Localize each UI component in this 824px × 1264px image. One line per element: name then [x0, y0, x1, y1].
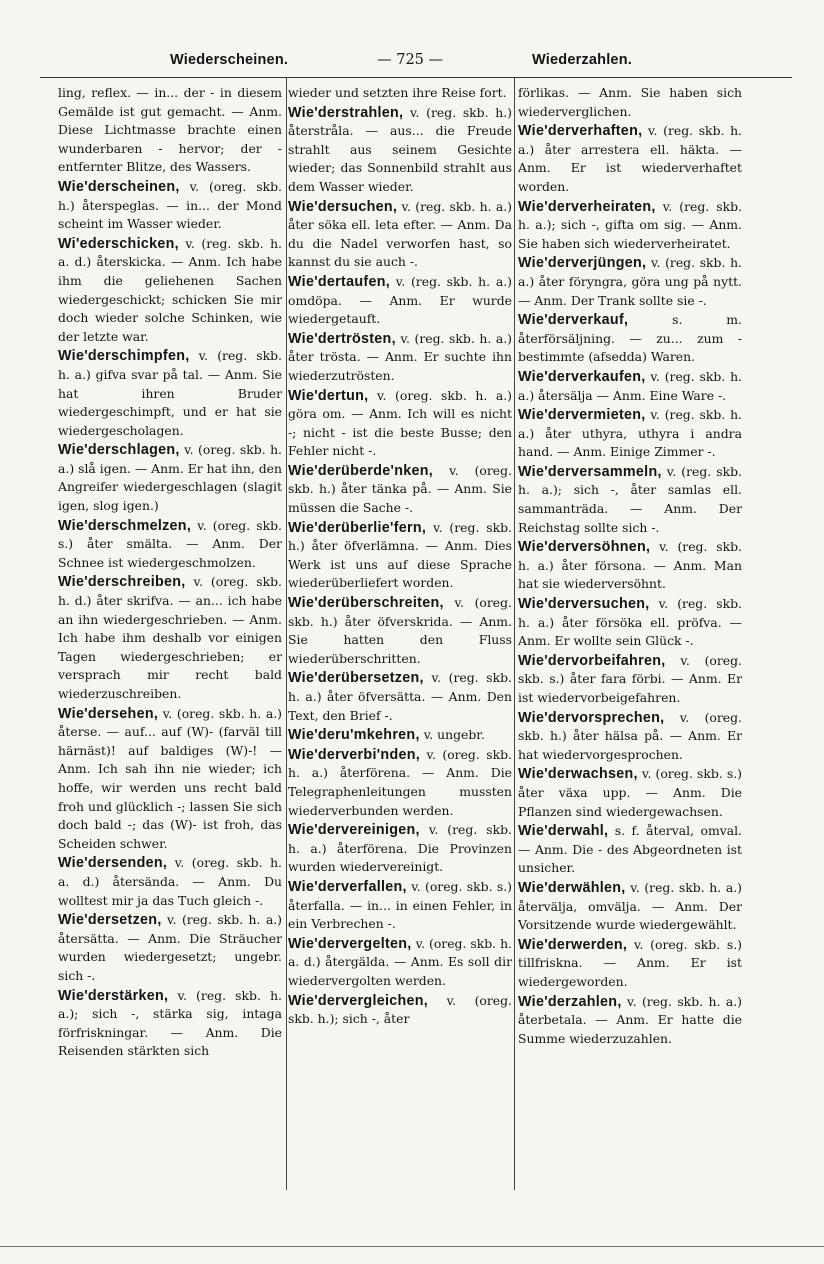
- dictionary-entry: [518, 368, 742, 405]
- headword: Wie'dervorbeifahren,: [518, 652, 666, 669]
- headword: Wie'derüberlie'fern,: [288, 519, 427, 536]
- definition-text: ling, reflex. — in... der - in diesem Gemälde ist gut gemacht. — Anm. Diese Lichtmasse brachte einen wunderbaren - hervor; der - entfernter Blitze, des Wassers.: [58, 85, 282, 175]
- definition-text: v. (oreg. skb. s.) åter fara förbi. — Anm. Er ist wiedervorbeigefahren.: [518, 652, 742, 705]
- definition-text: v. (oreg. skb. h.) återspeglas. — in... der Mond scheint im Wasser wieder.: [58, 178, 282, 232]
- left-guide-word: Wiederscheinen.: [170, 52, 289, 68]
- dictionary-entry: [518, 595, 742, 651]
- page-edge-rule: [0, 1246, 824, 1247]
- column-divider-1: [286, 78, 287, 1190]
- headword: Wie'derübersetzen,: [288, 670, 424, 687]
- definition-text: v. (reg. skb. h. a.) omdöpa. — Anm. Er wurde wiedergetauft.: [288, 273, 512, 327]
- definition-text: v. (reg. skb. h. a.) åter försona. — Anm. Man hat sie wiederversöhnt.: [518, 539, 742, 592]
- headword: Wi'ederschicken,: [58, 235, 179, 252]
- dictionary-entry: [518, 538, 742, 594]
- dictionary-entry: [288, 878, 512, 934]
- dictionary-entry: [288, 594, 512, 668]
- headword: Wie'derverfallen,: [288, 878, 407, 895]
- dictionary-entry: [518, 993, 742, 1049]
- dictionary-entry: [518, 122, 742, 196]
- dictionary-entry: [518, 406, 742, 462]
- headword: Wie'derschmelzen,: [58, 517, 192, 534]
- definition-text: v. (oreg. skb. h. a.) slå igen. — Anm. Er hat ihn, den Angreifer wiedergeschlagen (slagit igen, slog igen.): [58, 442, 282, 514]
- definition-text: v. (oreg. skb. h. a.) återse. — auf... auf (W)- (farväl till härnäst)! auf baldiges (W)-! — Anm. Ich sah ihn nie wieder; ich hoffe, wir werden uns recht bald froh und glücklich -; lassen Sie sich doch bald -; das (W)- ist froh, das Scheiden schwer.: [58, 705, 282, 851]
- definition-text: v. (reg. skb. h. a.) åter arrestera ell. häkta. — Anm. Er ist wiederverhaftet worden.: [518, 123, 742, 194]
- definition-text: v. (reg. skb. h. a.) åter öfversätta. — Anm. Den Text, den Brief -.: [288, 670, 512, 723]
- dictionary-entry: [518, 936, 742, 992]
- headword: Wie'derversammeln,: [518, 463, 662, 480]
- headword: Wie'derzahlen,: [518, 993, 622, 1010]
- dictionary-entry: [58, 347, 282, 440]
- headword: Wie'dervermieten,: [518, 407, 646, 424]
- dictionary-entry: [288, 330, 512, 386]
- headword: Wie'derverjüngen,: [518, 255, 647, 272]
- definition-text: förlikas. — Anm. Sie haben sich wiederverglichen.: [518, 85, 742, 119]
- entry-continuation: [288, 84, 512, 103]
- dictionary-entry: [518, 652, 742, 708]
- dictionary-entry: [288, 462, 512, 518]
- definition-text: v. (reg. skb. h.) åter öfverlämna. — Anm. Dies Werk ist uns auf diese Sprache wiederüberliefert worden.: [288, 519, 512, 591]
- dictionary-entry: [288, 726, 512, 745]
- definition-text: v. (reg. skb. h. a.) återförena. Die Provinzen wurden wiedervereinigt.: [288, 822, 512, 875]
- definition-text: v. (reg. skb. h. a.) åter föryngra, göra ung på nytt. — Anm. Der Trank sollte sie -.: [518, 255, 742, 308]
- definition-text: v. ungebr.: [423, 727, 485, 743]
- headword: Wie'derüberde'nken,: [288, 462, 434, 479]
- definition-text: v. (reg. skb. h. a.) återsälja — Anm. Eine Ware -.: [518, 368, 742, 403]
- headword: Wie'dersenden,: [58, 855, 168, 872]
- headword: Wie'derverhaften,: [518, 123, 643, 140]
- headword: Wie'derverkaufen,: [518, 368, 646, 385]
- definition-text: v. (oreg. skb. s.) tillfriskna. — Anm. Er ist wiedergeworden.: [518, 936, 742, 989]
- dictionary-entry: [58, 517, 282, 573]
- headword: Wie'derverbi'nden,: [288, 746, 421, 763]
- headword: Wie'dertaufen,: [288, 273, 391, 290]
- right-guide-word: Wiederzahlen.: [532, 52, 632, 68]
- dictionary-entry: [518, 822, 742, 878]
- definition-text: v. (oreg. skb. h. d.) åter skrifva. — an... ich habe an ihn wiedergeschrieben. — Anm. Ich habe ihm deshalb vor einigen Tagen wiedergeschrieben; er versprach mir recht bald wiederzuschreiben.: [58, 574, 282, 701]
- definition-text: v. (reg. skb. h. a.); sich -, gifta om sig. — Anm. Sie haben sich wiederverheiratet.: [518, 198, 742, 251]
- column-1: [58, 84, 282, 1184]
- dictionary-entry: [518, 254, 742, 310]
- headword: Wie'derwerden,: [518, 936, 628, 953]
- definition-text: v. (reg. skb. h. a.); sich -, stärka sig, intaga förfriskningar. — Anm. Die Reisenden stärkten sich: [58, 987, 282, 1059]
- definition-text: v. (oreg. skb. h.) åter öfverskrida. — Anm. Sie hatten den Fluss wiederüberschritten.: [288, 595, 512, 666]
- headword: Wie'derwählen,: [518, 879, 626, 896]
- dictionary-entry: [288, 821, 512, 877]
- dictionary-entry: [58, 705, 282, 854]
- column-divider-2: [514, 78, 515, 1190]
- page-header: [170, 44, 632, 76]
- dictionary-entry: [288, 935, 512, 991]
- definition-text: v. (reg. skb. h. a.) återsätta. — Anm. Die Sträucher wurden wiedergesetzt; ungebr. sich -.: [58, 912, 282, 983]
- headword: Wie'derschimpfen,: [58, 348, 190, 365]
- headword: Wie'derschlagen,: [58, 442, 180, 459]
- header-rule: [40, 77, 792, 78]
- definition-text: v. (oreg. skb. h. a.) göra om. — Anm. Ich will es nicht -; nicht - ist die beste Busse; den Fehler nicht -.: [288, 387, 512, 459]
- dictionary-entry: [58, 854, 282, 910]
- entry-continuation: [518, 84, 742, 121]
- entry-continuation: [58, 84, 282, 177]
- headword: Wie'dervereinigen,: [288, 822, 420, 839]
- headword: Wie'derstrahlen,: [288, 104, 404, 121]
- headword: Wie'derversöhnen,: [518, 539, 651, 556]
- dictionary-entry: [58, 178, 282, 234]
- definition-text: v. (reg. skb. h. a.) återbetala. — Anm. Er hatte die Summe wiederzuzahlen.: [518, 993, 742, 1046]
- dictionary-entry: [518, 311, 742, 367]
- definition-text: v. (oreg. skb. h.) åter hälsa på. — Anm. Er hat wiedervorgesprochen.: [518, 709, 742, 762]
- dictionary-entry: [288, 387, 512, 461]
- headword: Wie'derscheinen,: [58, 178, 180, 195]
- headword: Wie'derwahl,: [518, 823, 609, 840]
- column-2: [288, 84, 512, 1184]
- dictionary-entry: [58, 911, 282, 985]
- definition-text: v. (oreg. skb. h. a. d.) återgälda. — Anm. Es soll dir wiedervergolten werden.: [288, 935, 512, 988]
- definition-text: v. (oreg. skb. s.) åter växa upp. — Anm. Die Pflanzen sind wiedergewachsen.: [518, 766, 742, 819]
- headword: Wie'dervergelten,: [288, 935, 412, 952]
- definition-text: v. (reg. skb. h.) återstråla. — aus... die Freude strahlt aus seinem Gesichte wieder; das Sonnenbild strahlt aus dem Wasser wieder.: [288, 104, 512, 194]
- dictionary-entry: [288, 519, 512, 593]
- definition-text: v. (reg. skb. h. a.); sich -, åter samlas ell. sammanträda. — Anm. Der Reichstag sollte sich -.: [518, 463, 742, 535]
- headword: Wie'dertun,: [288, 387, 369, 404]
- dictionary-entry: [288, 992, 512, 1029]
- headword: Wie'dervorsprechen,: [518, 709, 665, 726]
- dictionary-entry: [288, 746, 512, 820]
- headword: Wie'derversuchen,: [518, 596, 650, 613]
- headword: Wie'dersetzen,: [58, 912, 162, 929]
- definition-text: v. (oreg. skb. h. a. d.) återsända. — Anm. Du wolltest mir ja das Tuch gleich -.: [58, 855, 282, 908]
- dictionary-entry: [518, 198, 742, 254]
- definition-text: v. (reg. skb. h. a.) återvälja, omvälja. — Anm. Der Vorsitzende wurde wiedergewählt.: [518, 879, 742, 933]
- definition-text: v. (reg. skb. h. a.) åter försöka ell. pröfva. — Anm. Er wollte sein Glück -.: [518, 596, 742, 649]
- column-3: [518, 84, 742, 1184]
- dictionary-entry: [288, 273, 512, 329]
- definition-text: s. f. återval, omval. — Anm. Die - des Abgeordneten ist unsicher.: [518, 823, 742, 876]
- dictionary-entry: [288, 669, 512, 725]
- headword: Wie'derwachsen,: [518, 766, 638, 783]
- dictionary-entry: [518, 463, 742, 537]
- headword: Wie'dertrösten,: [288, 330, 396, 347]
- definition-text: v. (oreg. skb. h.) åter tänka på. — Anm. Sie müssen die Sache -.: [288, 462, 512, 516]
- dictionary-entry: [288, 104, 512, 197]
- definition-text: wieder und setzten ihre Reise fort.: [288, 85, 507, 100]
- headword: Wie'derverkauf,: [518, 312, 629, 329]
- definition-text: v. (reg. skb. h. a. d.) återskicka. — Anm. Ich habe ihm die geliehenen Sachen wiedergeschickt; schicken Sie mir doch wieder solche Schinken, wie der letzte war.: [58, 235, 282, 344]
- headword: Wie'derschreiben,: [58, 574, 186, 591]
- headword: Wie'derverheiraten,: [518, 198, 656, 215]
- dictionary-entry: [58, 235, 282, 347]
- headword: Wie'derstärken,: [58, 987, 169, 1004]
- dictionary-entry: [58, 987, 282, 1061]
- dictionary-entry: [58, 573, 282, 703]
- definition-text: v. (oreg. skb. s.) återfalla. — in... in einen Fehler, in ein Verbrechen -.: [288, 878, 512, 932]
- page-number: — 725 —: [377, 52, 444, 68]
- definition-text: v. (reg. skb. h. a.) åter söka ell. leta efter. — Anm. Da du die Nadel verworfen hast, so kannst du sie auch -.: [288, 198, 512, 270]
- headword: Wie'dersuchen,: [288, 198, 398, 215]
- dictionary-entry: [58, 441, 282, 515]
- definition-text: v. (reg. skb. h. a.) åter uthyra, uthyra i andra hand. — Anm. Einige Zimmer -.: [518, 407, 742, 460]
- dictionary-entry: [518, 709, 742, 765]
- definition-text: s. m. återförsäljning. — zu... zum - bestimmte (afsedda) Waren.: [518, 312, 742, 365]
- dictionary-entry: [518, 765, 742, 821]
- definition-text: v. (oreg. skb. h. a.) återförena. — Anm. Die Telegraphenleitungen mussten wiederverbunden werden.: [288, 746, 512, 818]
- headword: Wie'dersehen,: [58, 705, 159, 722]
- definition-text: v. (oreg. skb. s.) åter smälta. — Anm. Der Schnee ist wiedergeschmolzen.: [58, 517, 282, 570]
- dictionary-entry: [288, 198, 512, 272]
- definition-text: v. (reg. skb. h. a.) gifva svar på tal. — Anm. Sie hat ihren Bruder wiedergeschimpft, und er hat sie wiedergescholagen.: [58, 348, 282, 438]
- headword: Wie'deru'mkehren,: [288, 727, 420, 744]
- headword: Wie'derüberschreiten,: [288, 595, 444, 612]
- definition-text: v. (reg. skb. h. a.) åter trösta. — Anm. Er suchte ihn wiederzutrösten.: [288, 330, 512, 383]
- headword: Wie'dervergleichen,: [288, 992, 429, 1009]
- definition-text: v. (oreg. skb. h.); sich -, åter: [288, 992, 512, 1027]
- dictionary-entry: [518, 879, 742, 935]
